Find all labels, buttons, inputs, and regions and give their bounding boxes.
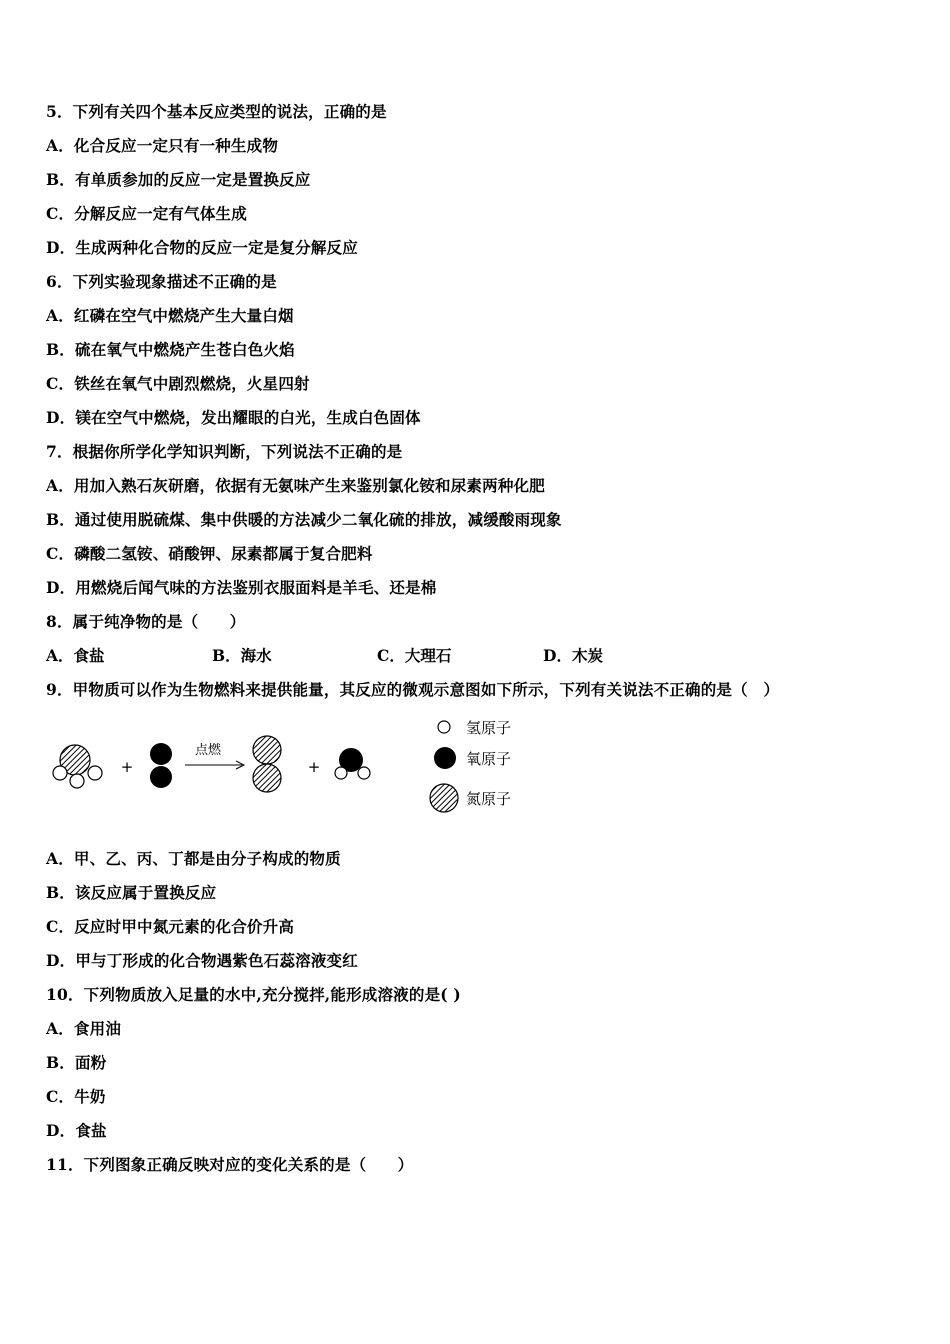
molecule-nitrogen	[253, 736, 281, 792]
molecule-ammonia	[53, 745, 102, 788]
hydrogen-atom	[70, 774, 84, 788]
oxygen-atom	[150, 766, 172, 788]
legend	[430, 719, 511, 812]
q8-option-d: D．木炭	[543, 646, 603, 665]
q10-option-a: A．食用油	[46, 1019, 122, 1038]
q7-option-c: C．磷酸二氢铵、硝酸钾、尿素都属于复合肥料	[46, 544, 373, 563]
q5-option-a: A．化合反应一定只有一种生成物	[46, 136, 279, 155]
q6-option-a: A．红磷在空气中燃烧产生大量白烟	[46, 306, 294, 325]
oxygen-atom	[150, 743, 172, 765]
plus-sign: +	[307, 758, 321, 776]
q9-option-c: C．反应时甲中氮元素的化合价升高	[46, 917, 295, 936]
q10-option-d: D．食盐	[46, 1121, 107, 1140]
q10-option-b: B．面粉	[46, 1053, 107, 1072]
reaction-condition: 点燃	[194, 743, 222, 758]
legend-oxygen-icon	[434, 747, 456, 769]
q5-option-c: C．分解反应一定有气体生成	[46, 204, 247, 223]
hydrogen-atom	[358, 767, 370, 779]
q11-stem: 11．下列图象正确反映对应的变化关系的是（ ）	[46, 1155, 414, 1174]
hydrogen-atom	[335, 767, 347, 779]
q10-option-c: C．牛奶	[46, 1087, 106, 1106]
molecule-water	[335, 748, 370, 779]
legend-hydrogen-icon	[438, 721, 450, 733]
q9-option-b: B．该反应属于置换反应	[46, 883, 217, 902]
legend-hydrogen-label: 氢原子	[466, 719, 512, 737]
q8-option-c: C．大理石	[377, 646, 452, 665]
q6-stem: 6．下列实验现象描述不正确的是	[46, 272, 277, 291]
legend-nitrogen-label: 氮原子	[466, 790, 512, 808]
q10-stem: 10．下列物质放入足量的水中,充分搅拌,能形成溶液的是( )	[46, 985, 461, 1004]
plus-sign: +	[120, 758, 134, 776]
q7-option-a: A．用加入熟石灰研磨，依据有无氨味产生来鉴别氯化铵和尿素两种化肥	[46, 476, 545, 495]
nitrogen-atom	[253, 764, 281, 792]
q9-stem: 9．甲物质可以作为生物燃料来提供能量，其反应的微观示意图如下所示，下列有关说法不正确的是（ ）	[46, 680, 780, 699]
hydrogen-atom	[88, 766, 102, 780]
q6-option-d: D．镁在空气中燃烧，发出耀眼的白光，生成白色固体	[46, 408, 421, 427]
hydrogen-atom	[53, 766, 67, 780]
q5-option-b: B．有单质参加的反应一定是置换反应	[46, 170, 311, 189]
q7-option-d: D．用燃烧后闻气味的方法鉴别衣服面料是羊毛、还是棉	[46, 578, 437, 597]
q8-option-b: B．海水	[212, 646, 272, 665]
q5-stem: 5．下列有关四个基本反应类型的说法，正确的是	[46, 102, 387, 121]
q5-option-d: D．生成两种化合物的反应一定是复分解反应	[46, 238, 358, 257]
q6-option-b: B．硫在氧气中燃烧产生苍白色火焰	[46, 340, 295, 359]
reaction-diagram	[46, 718, 546, 818]
q9-option-a: A．甲、乙、丙、丁都是由分子构成的物质	[46, 849, 341, 868]
legend-nitrogen-icon	[430, 784, 458, 812]
q7-option-b: B．通过使用脱硫煤、集中供暖的方法减少二氧化硫的排放，减缓酸雨现象	[46, 510, 562, 529]
molecule-oxygen	[150, 743, 172, 788]
q7-stem: 7．根据你所学化学知识判断，下列说法不正确的是	[46, 442, 403, 461]
q8-option-a: A．食盐	[46, 646, 105, 665]
q6-option-c: C．铁丝在氧气中剧烈燃烧，火星四射	[46, 374, 310, 393]
reaction-svg	[46, 718, 546, 818]
legend-oxygen-label: 氧原子	[466, 750, 512, 768]
q9-option-d: D．甲与丁形成的化合物遇紫色石蕊溶液变红	[46, 951, 358, 970]
q8-stem: 8．属于纯净物的是（ ）	[46, 612, 246, 631]
nitrogen-atom	[253, 736, 281, 764]
